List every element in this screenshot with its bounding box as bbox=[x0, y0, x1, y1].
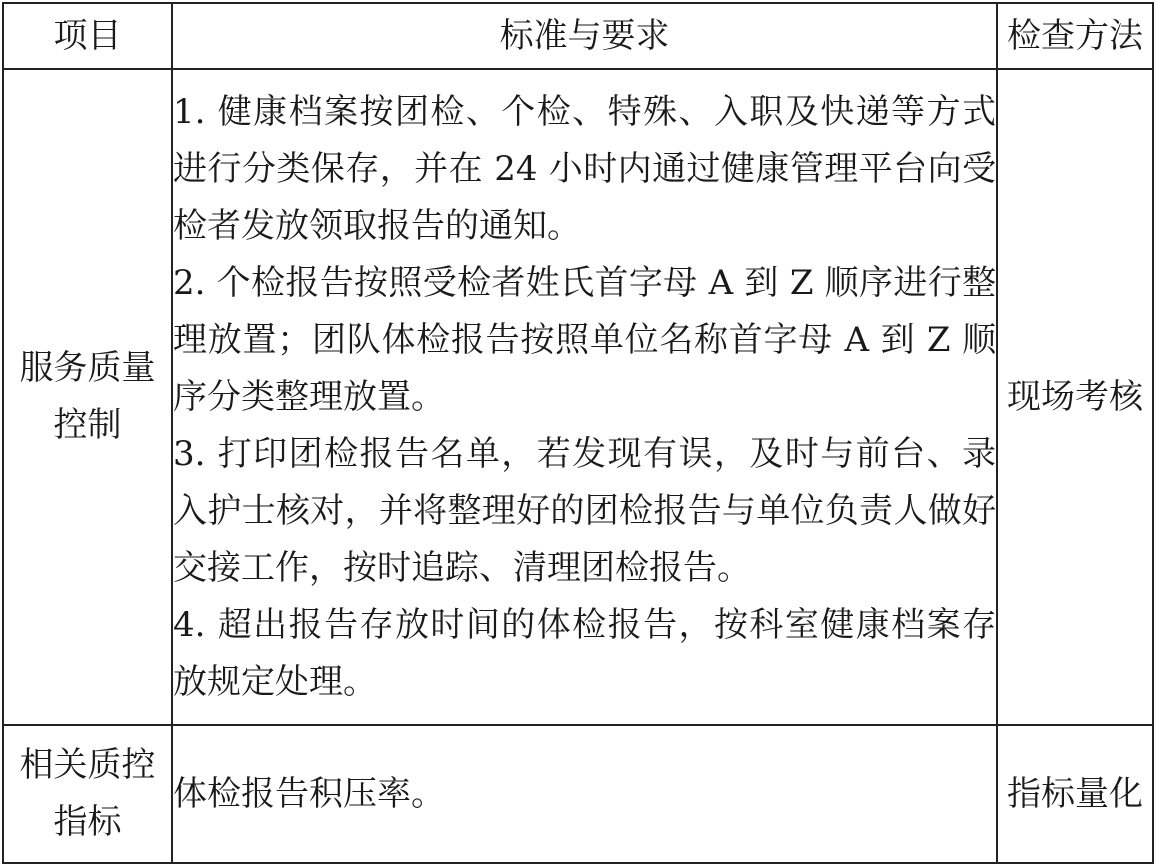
header-method: 检查方法 bbox=[997, 3, 1153, 69]
row-method-service-quality: 现场考核 bbox=[997, 69, 1153, 725]
row-method-quality-metrics: 指标量化 bbox=[997, 725, 1153, 863]
row-standards-service-quality bbox=[172, 69, 997, 725]
row-item-quality-metrics: 相关质控指标 bbox=[3, 725, 172, 863]
standard-item-1: 1. 健康档案按团检、个检、特殊、入职及快递等方式进行分类保存，并在 24 小时内通过健康管理平台向受检者发放领取报告的通知。 bbox=[173, 91, 997, 246]
row-standards-quality-metrics bbox=[172, 725, 997, 863]
table-row-quality-metrics bbox=[3, 725, 1153, 863]
standard-item-3: 3. 打印团检报告名单，若发现有误，及时与前台、录入护士核对，并将整理好的团检报告与单位负责人做好交接工作，按时追踪、清理团检报告。 bbox=[173, 433, 997, 588]
standard-item-4: 4. 超出报告存放时间的体检报告，按科室健康档案存放规定处理。 bbox=[173, 604, 997, 702]
table-row-service-quality bbox=[3, 69, 1153, 725]
header-standard: 标准与要求 bbox=[172, 3, 997, 69]
standards-table bbox=[2, 2, 1154, 864]
standard-metric: 体检报告积压率。 bbox=[173, 773, 446, 814]
row-item-service-quality: 服务质量控制 bbox=[3, 69, 172, 725]
header-item: 项目 bbox=[3, 3, 172, 69]
standard-item-2: 2. 个检报告按照受检者姓氏首字母 A 到 Z 顺序进行整理放置；团队体检报告按照单位名称首字母 A 到 Z 顺序分类整理放置。 bbox=[173, 262, 997, 417]
table-header-row bbox=[3, 3, 1153, 69]
